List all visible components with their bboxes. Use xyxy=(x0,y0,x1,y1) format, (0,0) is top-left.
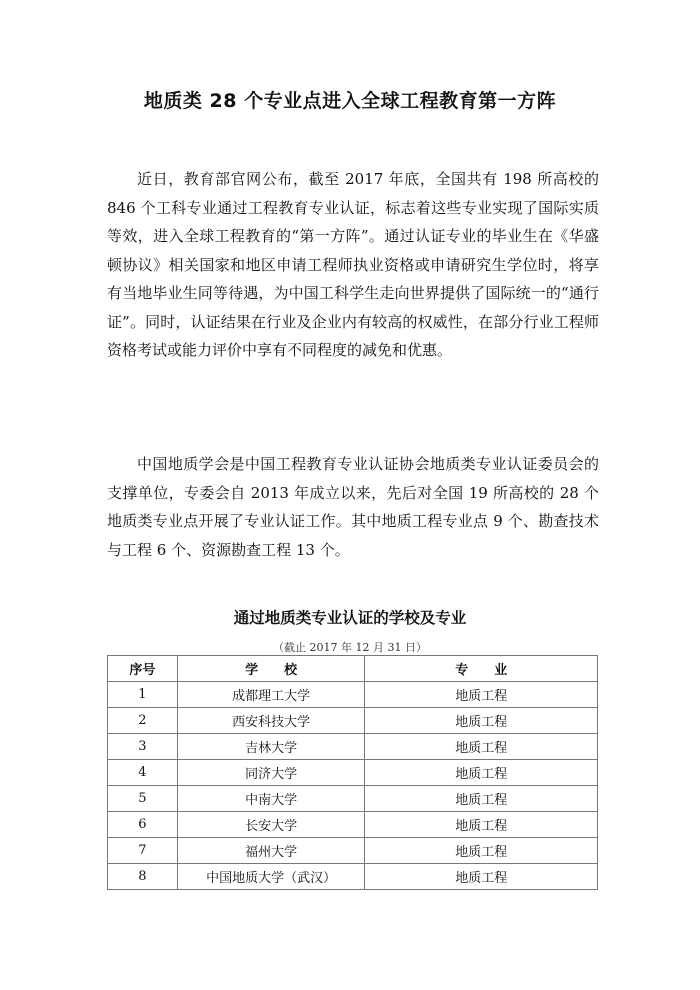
row-school: 中南大学 xyxy=(177,786,365,812)
table-row xyxy=(108,708,598,734)
table-title: 通过地质类专业认证的学校及专业 xyxy=(233,609,467,627)
table-date-note: （截止 2017 年 12 月 31 日） xyxy=(273,641,427,654)
row-index: 6 xyxy=(108,812,178,838)
row-school: 中国地质大学（武汉） xyxy=(177,864,365,890)
row-major: 地质工程 xyxy=(365,760,598,786)
row-major: 地质工程 xyxy=(365,734,598,760)
row-major: 地质工程 xyxy=(365,838,598,864)
row-index: 5 xyxy=(108,786,178,812)
row-index: 7 xyxy=(108,838,178,864)
paragraph-2: 中国地质学会是中国工程教育专业认证协会地质类专业认证委员会的支撑单位，专委会自 2013 年成立以来，先后对全国 19 所高校的 28 个地质类专业点开展了专业认证工作。其中地质工程专业点 9 个、勘查技术与工程 6 个、资源勘查工程 13 个。 xyxy=(107,455,599,559)
header-school: 学 校 xyxy=(177,656,365,682)
table-row xyxy=(108,734,598,760)
row-school: 同济大学 xyxy=(177,760,365,786)
row-school: 吉林大学 xyxy=(177,734,365,760)
row-major: 地质工程 xyxy=(365,864,598,890)
schools-table xyxy=(107,655,598,890)
row-school: 成都理工大学 xyxy=(177,682,365,708)
row-index: 4 xyxy=(108,760,178,786)
row-major: 地质工程 xyxy=(365,708,598,734)
row-index: 8 xyxy=(108,864,178,890)
table-row xyxy=(108,812,598,838)
row-major: 地质工程 xyxy=(365,812,598,838)
table-row xyxy=(108,786,598,812)
header-major: 专 业 xyxy=(365,656,598,682)
row-index: 3 xyxy=(108,734,178,760)
row-index: 2 xyxy=(108,708,178,734)
row-school: 西安科技大学 xyxy=(177,708,365,734)
table-row xyxy=(108,864,598,890)
row-school: 福州大学 xyxy=(177,838,365,864)
row-index: 1 xyxy=(108,682,178,708)
paragraph-1: 近日，教育部官网公布，截至 2017 年底，全国共有 198 所高校的 846 个工科专业通过工程教育专业认证，标志着这些专业实现了国际实质等效，进入全球工程教育的“第一方阵”。通过认证专业的毕业生在《华盛顿协议》相关国家和地区申请工程师执业资格或申请研究生学位时，将享有当地毕业生同等待遇，为中国工科学生走向世界提供了国际统一的“通行证”。同时，认证结果在行业及企业内有较高的权威性，在部分行业工程师资格考试或能力评价中享有不同程度的减免和优惠。 xyxy=(107,170,599,359)
article-title: 地质类 28 个专业点进入全球工程教育第一方阵 xyxy=(143,90,557,112)
table-header-row xyxy=(108,656,598,682)
header-index: 序号 xyxy=(108,656,178,682)
row-major: 地质工程 xyxy=(365,786,598,812)
table-row xyxy=(108,682,598,708)
row-major: 地质工程 xyxy=(365,682,598,708)
table-row xyxy=(108,760,598,786)
row-school: 长安大学 xyxy=(177,812,365,838)
table-row xyxy=(108,838,598,864)
